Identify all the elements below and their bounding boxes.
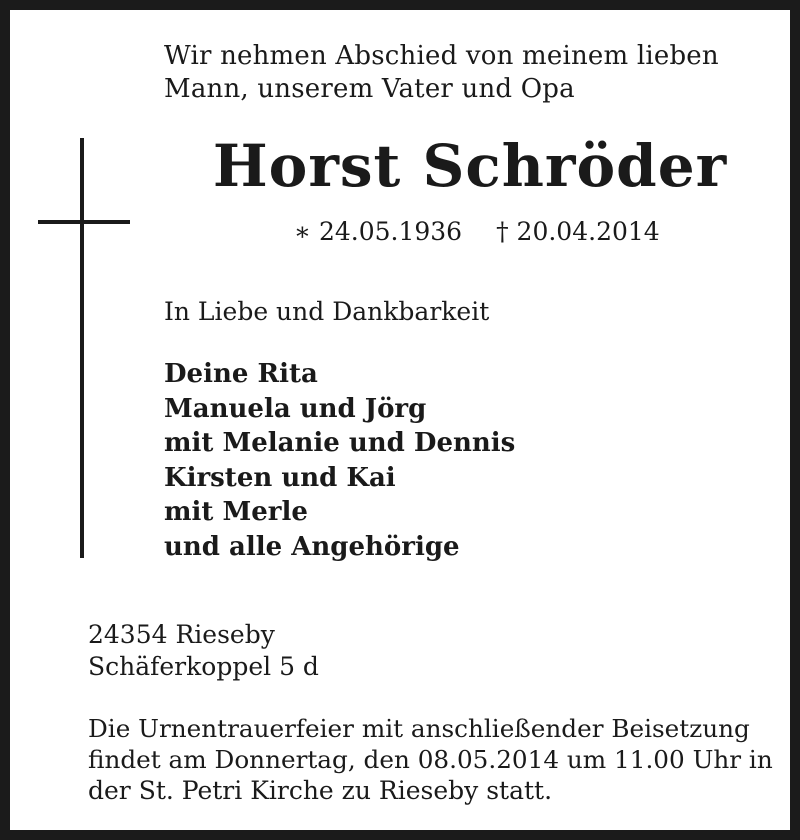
intro-text <box>164 40 719 106</box>
born-symbol: ∗ <box>294 217 311 246</box>
address-street: Schäferkoppel 5 d <box>88 652 319 681</box>
family-list <box>164 357 515 565</box>
died-date: 20.04.2014 <box>516 217 660 246</box>
thanks-text: In Liebe und Dankbarkeit <box>164 297 490 326</box>
family-member: und alle Angehörige <box>164 531 460 562</box>
family-member: Kirsten und Kai <box>164 462 396 493</box>
family-member: Deine Rita <box>164 359 318 389</box>
intro-line-2: Mann, unserem Vater und Opa <box>164 74 575 104</box>
family-member: mit Melanie und Dennis <box>164 428 516 459</box>
deceased-name: Horst Schröder <box>212 132 728 200</box>
address <box>88 619 319 683</box>
died-symbol: † <box>496 217 509 246</box>
ceremony-line-2: findet am Donnertag, den 08.05.2014 um 11.00 Uhr in <box>88 745 773 774</box>
address-city: 24354 Rieseby <box>88 620 275 649</box>
cross-icon <box>38 138 138 563</box>
life-dates <box>294 216 660 248</box>
ceremony-line-1: Die Urnentrauerfeier mit anschließender Beisetzung <box>88 714 750 743</box>
ceremony-line-3: der St. Petri Kirche zu Rieseby statt. <box>88 776 553 805</box>
born-date: 24.05.1936 <box>318 217 463 246</box>
intro-line-1: Wir nehmen Abschied von meinem lieben <box>164 41 719 71</box>
family-member: Manuela und Jörg <box>164 393 427 424</box>
ceremony-notice <box>88 713 773 806</box>
family-member: mit Merle <box>164 497 308 528</box>
